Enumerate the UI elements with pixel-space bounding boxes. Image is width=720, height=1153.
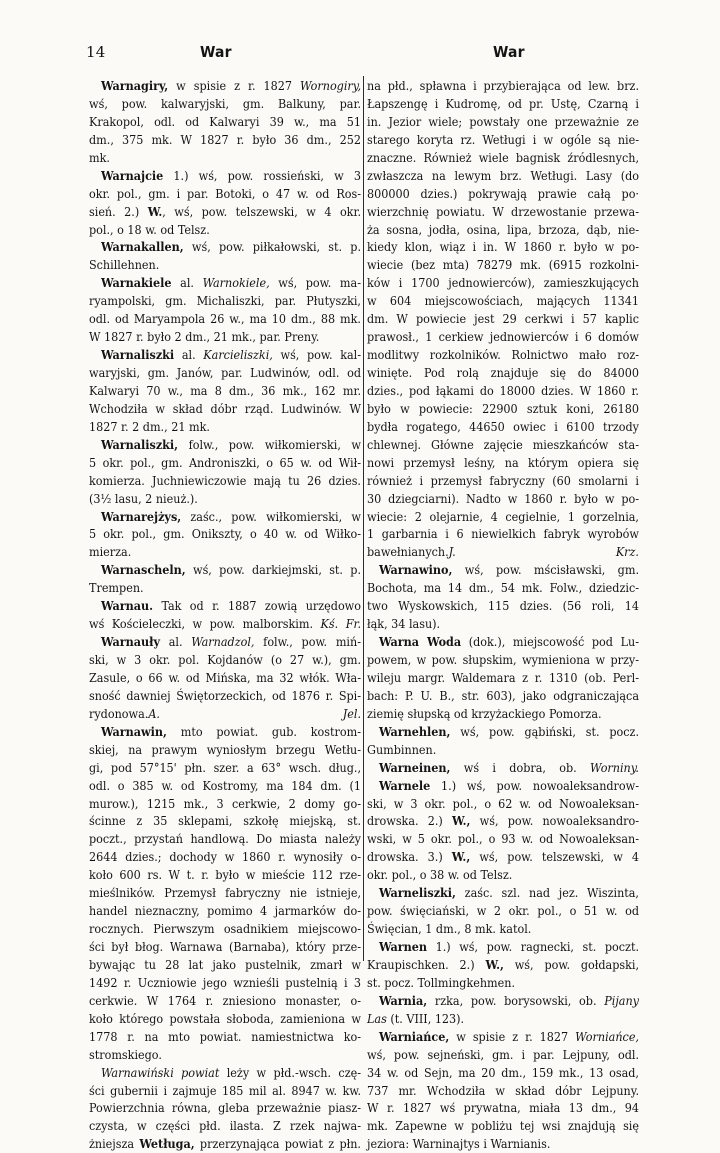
entry-text: nowi przemysł leśny, na którym opiera się <box>367 454 639 470</box>
left-column-line <box>89 418 361 436</box>
entry-text: modlitwy rozkolników. Rolnictwo mało roz- <box>367 347 639 363</box>
italic-text: Warnawiński powiat <box>101 1064 220 1080</box>
right-column-line <box>367 1064 639 1082</box>
right-column-line <box>367 346 639 364</box>
entry-text: Bochota, ma 14 dm., 54 mk. Folw., dziedzic- <box>367 580 639 596</box>
left-column-line <box>89 1099 361 1117</box>
entry-text: mieślników. Przemysł fabryczny nie istnieje, <box>89 885 361 901</box>
entry-headword: W. <box>147 203 163 219</box>
left-column-line <box>89 310 361 328</box>
entry-text: dm., 375 mk. W 1827 r. było 36 dm., 252 <box>89 131 361 147</box>
entry-text: murow.), 1215 mk., 3 cerkwie, 2 domy go- <box>89 795 361 811</box>
entry-text: winięte. Pod rolą znajduje się do 84000 <box>367 365 639 380</box>
entry-text: wś, pow. kalwaryjski, gm. Balkuny, par. <box>89 95 361 111</box>
left-column-line <box>89 992 361 1010</box>
entry-text: Kalwaryi 70 w., ma 8 dm., 36 mk., 162 mr. <box>89 382 361 398</box>
right-column-line <box>367 167 639 185</box>
entry-text: drowska. 3.) <box>367 849 452 865</box>
entry-text: zaśc. szl. nad jez. Wiszinta, <box>455 885 639 901</box>
left-column-line <box>89 1082 361 1100</box>
entry-text: jeziora: Warninajtys i Warnianis. <box>367 1136 551 1152</box>
right-column-line <box>367 203 639 221</box>
left-column-line <box>89 633 361 651</box>
entry-text: okr. pol., gm. i par. Botoki, o 47 w. od Ros- <box>89 185 361 201</box>
entry-text: było w powiecie: 22900 sztuk koni, 26180 <box>367 400 639 416</box>
right-column-line <box>367 364 639 382</box>
entry-text: 1492 r. Uczniowie jego wznieśli pustelnią i 3 <box>89 974 361 990</box>
entry-text: bywając tu 28 lat jako pustelnik, zmarł w <box>89 956 361 972</box>
entry-text: wś, pow. gołdapski, <box>503 956 640 972</box>
entry-text: (3½ lasu, 2 nieuż.). <box>89 490 198 506</box>
entry-headword: Warneliszki, <box>379 885 456 901</box>
right-column-line <box>367 382 639 400</box>
entry-text: okr. pol., o 38 w. od Telsz. <box>367 867 513 883</box>
entry-headword: Warnaliszki <box>101 347 175 363</box>
entry-headword: Warnaliszki, <box>101 436 179 452</box>
right-column-line <box>367 1135 639 1153</box>
entry-text: znaczne. Również wiele bagnisk źródlesnych, <box>367 149 639 165</box>
entry-text: starego koryta rz. Wetługi i w ogóle są nie- <box>367 131 639 147</box>
entry-text: ski, w 3 okr. pol. Kojdanów (o 27 w.), gm. <box>89 652 361 667</box>
right-column-line <box>367 633 639 651</box>
entry-text: al. <box>159 634 192 650</box>
right-column-line <box>367 525 639 543</box>
left-column-line <box>89 221 361 239</box>
entry-text: mk. Zapewne w pobliżu tej wsi znajdują się <box>367 1118 639 1134</box>
entry-text: leży w płd.-wsch. czę- <box>219 1064 361 1080</box>
left-column-line <box>89 400 361 418</box>
left-column-line <box>89 77 361 95</box>
entry-text: poczt., przystań handlową. Do miasta należy <box>89 831 361 847</box>
entry-headword: Warnia, <box>379 992 428 1008</box>
entry-text: w spisie z r. 1827 <box>168 78 300 93</box>
right-column-line <box>367 615 639 633</box>
entry-text: wś, pow. gąbiński, st. pocz. <box>450 723 639 739</box>
entry-text: ści gubernii i zajmuje 185 mil al. 8947 w. kw. <box>89 1082 361 1098</box>
left-column-line <box>89 292 361 310</box>
left-column-line <box>89 830 361 848</box>
right-column-line <box>367 256 639 274</box>
right-column-line <box>367 884 639 902</box>
page-number: 14 <box>86 43 106 61</box>
entry-text: ści był błog. Warnawa (Barnaba), który prze- <box>89 939 361 954</box>
entry-text: koło 600 rs. W t. r. było w mieście 112 rze- <box>89 867 361 883</box>
italic-text: Warnokiele, <box>202 275 270 291</box>
entry-text: al. <box>171 275 203 291</box>
right-column-line <box>367 1046 639 1064</box>
entry-text: Zasule, o 66 w. od Mińska, ma 32 włók. Wła- <box>89 669 361 685</box>
entry-headword: Warnele <box>379 777 431 793</box>
entry-text: Gumbinnen. <box>367 741 437 757</box>
entry-text: wileju margr. Waldemara z r. 1310 (ob. Perl- <box>367 669 639 685</box>
right-column-line <box>367 1028 639 1046</box>
left-column-line <box>89 848 361 866</box>
entry-headword: Warnawin, <box>101 723 167 739</box>
left-column-line <box>89 1028 361 1046</box>
entry-text: in. Jezior wiele; powstały one przeważnie ze <box>367 113 639 129</box>
right-column-line <box>367 848 639 866</box>
right-column-line <box>367 400 639 418</box>
italic-text: A. Jel. <box>148 705 361 721</box>
entry-text: rydonowa. <box>89 705 149 721</box>
entry-text: bach: P. U. B., str. 603), jako odgraniczająca <box>367 687 639 703</box>
entry-headword: Warnajcie <box>101 167 164 183</box>
entry-text: chlewnej. Główne zajęcie mieszkańców sta- <box>367 436 639 452</box>
entry-text: stromskiego. <box>89 1046 162 1062</box>
entry-text: ża sosna, jodła, osina, lipa, brzoza, dąb, nie- <box>367 221 639 237</box>
right-column-line <box>367 543 639 561</box>
right-column-line <box>367 310 639 328</box>
entry-text: ścinne z 35 sklepami, szkołę miejską, st. <box>89 813 361 829</box>
entry-headword: Warnakallen, <box>101 239 184 255</box>
entry-text: 1.) wś, pow. rossieński, w 3 <box>163 167 361 183</box>
left-column-line <box>89 1117 361 1135</box>
entry-text: pow. święciański, w 2 okr. pol., o 51 w. od <box>367 903 639 919</box>
entry-text: rocznych. Pierwszym osadnikiem miejscowo- <box>89 921 361 937</box>
entry-text: wski, w 5 okr. pol., o 93 w. od Nowoaleksan- <box>367 831 639 847</box>
entry-text: Kraupischken. 2.) <box>367 956 486 972</box>
right-column-line <box>367 274 639 292</box>
entry-text: Święcian, 1 dm., 8 mk. katol. <box>367 921 532 937</box>
left-column-line <box>89 812 361 830</box>
entry-text: na płd., spławna i przybierająca od lew. brz. <box>367 78 639 93</box>
entry-text: czysta, w części płd. ilasta. Z rzek najwa- <box>89 1118 361 1134</box>
entry-text: bawełnianych. <box>367 544 449 560</box>
left-column-line <box>89 525 361 543</box>
entry-headword: Warnarejżys, <box>101 508 182 524</box>
right-column-line <box>367 454 639 472</box>
left-column-line <box>89 1046 361 1064</box>
entry-text: 737 mr. Wchodziła w skład dóbr Lejpuny. <box>367 1082 639 1098</box>
right-column-line <box>367 902 639 920</box>
italic-text: Wornogiry, <box>300 78 361 93</box>
right-column-line <box>367 992 639 1010</box>
left-column <box>89 77 361 1153</box>
entry-text: wś i dobra, ob. <box>450 759 591 775</box>
entry-headword: Warnehlen, <box>379 723 451 739</box>
entry-text: wś, pow. telszewski, w 4 <box>470 849 639 865</box>
entry-text: wś, pow. nowoaleksandro- <box>470 813 639 829</box>
left-column-line <box>89 795 361 813</box>
entry-text: zaśc., pow. wiłkomierski, w <box>181 508 361 524</box>
right-column-line <box>367 77 639 95</box>
italic-text: Pijany <box>604 992 639 1008</box>
entry-text: drowska. 2.) <box>367 813 453 829</box>
entry-headword: Warnau. <box>101 598 154 614</box>
entry-text: pol., o 18 w. od Telsz. <box>89 221 210 237</box>
right-column-line <box>367 418 639 436</box>
right-column-line <box>367 956 639 974</box>
left-column-line <box>89 256 361 274</box>
entry-text: W 1827 r. było 2 dm., 21 mk., par. Preny. <box>89 329 320 345</box>
right-column-line <box>367 131 639 149</box>
entry-text: 1827 r. 2 dm., 21 mk. <box>89 418 210 434</box>
entry-headword: Warnauły <box>101 634 160 650</box>
right-column-line <box>367 149 639 167</box>
right-column-line <box>367 723 639 741</box>
left-column-line <box>89 1135 361 1153</box>
entry-text: sień. 2.) <box>89 203 148 219</box>
entry-text: wś, pow. kal- <box>272 347 362 363</box>
left-column-line <box>89 938 361 956</box>
entry-text: (t. VIII, 123). <box>386 1010 465 1026</box>
entry-text: ski, w 3 okr. pol., o 62 w. od Nowoaleksan- <box>367 795 639 811</box>
right-column-line <box>367 669 639 687</box>
right-column-line <box>367 472 639 490</box>
entry-text: wiecie (bez mta) 78279 mk. (6915 rozkolni- <box>367 257 639 273</box>
entry-text: kiedy klon, wiąz i in. W 1860 r. było w po- <box>367 239 639 255</box>
left-column-line <box>89 597 361 615</box>
entry-text: , wś, pow. telszewski, w 4 okr. <box>162 203 361 219</box>
entry-text: odl. o 385 w. od Kostromy, ma 184 dm. (1 <box>89 777 361 793</box>
left-running-head: War <box>200 43 232 61</box>
entry-text: wś, pow. sejneński, gm. i par. Lejpuny, odl. <box>367 1046 639 1062</box>
entry-text: 1.) wś, pow. ragnecki, st. poczt. <box>427 939 639 954</box>
left-column-line <box>89 866 361 884</box>
entry-headword: Warnawino, <box>379 562 453 578</box>
right-column-line <box>367 651 639 669</box>
right-column-line <box>367 436 639 454</box>
entry-text: wś Kościeleczki, w pow. malborskim. <box>89 616 321 632</box>
entry-text: koło którego powstała słoboda, zamieniona w <box>89 1010 361 1026</box>
entry-text: Tak od r. 1887 zowią urzędowo <box>153 598 361 614</box>
right-column-line <box>367 920 639 938</box>
entry-text: 1 garbarnia i 6 niewielkich fabryk wyrobów <box>367 526 639 542</box>
entry-text: dm. W powiecie jest 29 cerkwi i 57 kaplic <box>367 311 639 327</box>
italic-text: J. Krz. <box>448 544 639 560</box>
entry-text: skiej, na prawym wyniosłym brzegu Wetłu- <box>89 741 361 757</box>
entry-text: Schillehnen. <box>89 257 160 273</box>
right-column-line <box>367 490 639 508</box>
entry-text: 1778 r. na mto powiat. namiestnictwa ko- <box>89 1028 361 1044</box>
entry-text: wś, pow. darkiejmski, st. p. <box>185 562 361 578</box>
entry-text: ziemię słupską od krzyżackiego Pomorza. <box>367 705 602 721</box>
right-column-line <box>367 705 639 723</box>
left-column-line <box>89 364 361 382</box>
left-column-line <box>89 956 361 974</box>
left-column-line <box>89 974 361 992</box>
left-column-line <box>89 203 361 221</box>
entry-text: łąk, 34 lasu). <box>367 616 441 632</box>
left-column-line <box>89 579 361 597</box>
entry-headword: Wetługa, <box>139 1136 195 1152</box>
left-column-line <box>89 346 361 364</box>
left-column-line <box>89 382 361 400</box>
right-column-line <box>367 938 639 956</box>
entry-text: 5 okr. pol., gm. Onikszty, o 40 w. od Wiłko- <box>89 526 361 542</box>
right-column-line <box>367 866 639 884</box>
entry-text: Wchodziła w skład dóbr rząd. Ludwinów. W <box>89 400 361 416</box>
left-column-line <box>89 167 361 185</box>
entry-text: 5 okr. pol., gm. Androniszki, o 65 w. od Wił- <box>89 454 361 470</box>
italic-text: Karcieliszki, <box>203 347 273 363</box>
right-column-line <box>367 777 639 795</box>
entry-text: 1.) wś, pow. nowoaleksandrow- <box>430 777 639 793</box>
left-column-line <box>89 723 361 741</box>
italic-text: Kś. Fr. <box>320 616 361 632</box>
entry-text: również i przemysł fabryczny (60 smolarni i <box>367 472 639 488</box>
right-column-line <box>367 830 639 848</box>
right-column-line <box>367 113 639 131</box>
right-column-line <box>367 579 639 597</box>
entry-text: waryjski, gm. Janów, par. Ludwinów, odl. od <box>89 365 361 380</box>
left-column-line <box>89 884 361 902</box>
entry-text: Trempen. <box>89 580 144 596</box>
italic-text: Warnadzol, <box>191 634 255 650</box>
entry-text: Krakopol, odl. od Kalwaryi 39 w., ma 51 <box>89 113 361 129</box>
left-column-line <box>89 561 361 579</box>
entry-headword: Warnascheln, <box>101 562 186 578</box>
left-column-line <box>89 920 361 938</box>
entry-text: handel nieznaczny, pomimo 4 jarmarków do- <box>89 903 361 919</box>
italic-text: Worniańce, <box>575 1028 639 1044</box>
right-column-line <box>367 1099 639 1117</box>
right-column-line <box>367 561 639 579</box>
entry-text: gi, pod 57°15' płn. szer. a 63° wsch. dług., <box>89 759 361 775</box>
italic-text: Worniny. <box>590 759 639 775</box>
entry-text: Powierzchnia równa, gleba przeważnie piasz- <box>89 1100 361 1116</box>
entry-headword: W., <box>485 956 504 972</box>
entry-text: ków i 1700 jednowierców), zamieszkujących <box>367 275 639 291</box>
entry-text: 2644 dzies.; dochody w 1860 r. wynosiły o- <box>89 849 361 865</box>
entry-headword: Warnakiele <box>101 275 172 291</box>
right-column-line <box>367 974 639 992</box>
entry-text: żniejsza <box>89 1136 140 1152</box>
left-column-line <box>89 615 361 633</box>
entry-text: rzka, pow. borysowski, ob. <box>427 992 605 1008</box>
left-column-line <box>89 95 361 113</box>
right-column-line <box>367 759 639 777</box>
right-column-line <box>367 795 639 813</box>
entry-text: mto powiat. gub. kostrom- <box>166 723 361 739</box>
entry-text: sność dawniej Świętorzeckich, od 1876 r. Spi- <box>89 687 361 703</box>
entry-text: zwłaszcza na lewym brz. Wetługi. Lasy (do <box>367 167 639 183</box>
left-column-line <box>89 185 361 203</box>
left-column-line <box>89 759 361 777</box>
entry-text: cerkwie. W 1764 r. zniesiono monaster, o- <box>89 992 361 1008</box>
entry-text: two Wyskowskich, 115 dzies. (56 roli, 14 <box>367 598 639 614</box>
entry-headword: Warneinen, <box>379 759 451 775</box>
entry-headword: Warna Woda <box>379 634 462 650</box>
left-column-line <box>89 705 361 723</box>
left-column-line <box>89 687 361 705</box>
left-column-line <box>89 436 361 454</box>
right-column-line <box>367 812 639 830</box>
entry-text: mierza. <box>89 544 132 560</box>
entry-headword: W., <box>452 813 471 829</box>
right-column-line <box>367 741 639 759</box>
right-column-line <box>367 95 639 113</box>
left-column-line <box>89 113 361 131</box>
left-column-line <box>89 1064 361 1082</box>
entry-text: 34 w. od Sejn, ma 20 dm., 159 mk., 13 osad, <box>367 1064 639 1080</box>
left-column-line <box>89 149 361 167</box>
entry-text: przerzynająca powiat z płn. <box>194 1136 361 1152</box>
entry-text: ryampolski, gm. Michaliszki, par. Płutyszki, <box>89 293 361 309</box>
right-column-line <box>367 1117 639 1135</box>
right-column-line <box>367 238 639 256</box>
column-divider <box>363 76 364 961</box>
entry-text: folw., pow. miń- <box>254 634 361 650</box>
entry-headword: Warniańce, <box>379 1028 450 1044</box>
right-column-line <box>367 508 639 526</box>
entry-text: odl. od Maryampola 26 w., ma 10 dm., 88 mk. <box>89 311 361 327</box>
left-column-line <box>89 490 361 508</box>
left-column-line <box>89 328 361 346</box>
right-column-line <box>367 687 639 705</box>
right-column-line <box>367 185 639 203</box>
left-column-line <box>89 741 361 759</box>
left-column-line <box>89 238 361 256</box>
right-column-line <box>367 1010 639 1028</box>
left-column-line <box>89 651 361 669</box>
right-column-line <box>367 597 639 615</box>
entry-text: bydła rogatego, 44650 owiec i 6100 trzody <box>367 418 639 434</box>
right-column-line <box>367 221 639 239</box>
entry-text: wś, pow. piłkałowski, st. p. <box>183 239 361 255</box>
left-column-line <box>89 902 361 920</box>
entry-text: prawosł., 1 cerkiew jednowierców i 6 domów <box>367 329 639 345</box>
entry-text: komierza. Juchniewiczowie mają tu 26 dzies. <box>89 472 361 488</box>
right-running-head: War <box>493 43 525 61</box>
entry-text: powem, w pow. słupskim, wymieniona w przy- <box>367 652 639 667</box>
right-column-line <box>367 328 639 346</box>
right-column <box>367 77 639 1153</box>
entry-text: st. pocz. Tollmingkehmen. <box>367 974 516 990</box>
entry-headword: Warnen <box>379 939 428 954</box>
right-column-line <box>367 1082 639 1100</box>
entry-text: 800000 dzies.) pokrywają prawie całą po· <box>367 185 639 201</box>
left-column-line <box>89 274 361 292</box>
left-column-line <box>89 508 361 526</box>
entry-text: Łapszengę i Kudromę, od pr. Ustę, Czarną i <box>367 95 639 111</box>
left-column-line <box>89 1010 361 1028</box>
entry-text: wiecie: 2 olejarnie, 4 cegielnie, 1 gorzelnia, <box>367 508 639 524</box>
left-column-line <box>89 777 361 795</box>
italic-text: Las <box>367 1010 387 1026</box>
left-column-line <box>89 543 361 561</box>
entry-text: folw., pow. wiłkomierski, w <box>178 436 361 452</box>
left-column-line <box>89 454 361 472</box>
entry-text: wś, pow. ma- <box>269 275 361 291</box>
entry-text: W r. 1827 wś prywatna, miała 13 dm., 94 <box>367 1100 639 1116</box>
entry-text: w 604 miejscowościach, mających 11341 <box>367 293 639 309</box>
entry-text: al. <box>174 347 204 363</box>
entry-headword: W., <box>451 849 471 865</box>
entry-text: dzies., pod łąkami do 18000 dzies. W 1860 r. <box>367 382 639 398</box>
entry-headword: Warnagiry, <box>101 78 169 93</box>
entry-text: 30 dziegciarni). Nadto w 1860 r. było w po- <box>367 490 639 506</box>
entry-text: w spisie z r. 1827 <box>449 1028 576 1044</box>
left-column-line <box>89 131 361 149</box>
entry-text: (dok.), miejscowość pod Lu- <box>461 634 640 650</box>
entry-text: wierzchnię powiatu. W drzewostanie przewa- <box>367 203 639 219</box>
left-column-line <box>89 669 361 687</box>
entry-text: mk. <box>89 149 110 165</box>
right-column-line <box>367 292 639 310</box>
entry-text: wś, pow. mścisławski, gm. <box>452 562 639 578</box>
left-column-line <box>89 472 361 490</box>
